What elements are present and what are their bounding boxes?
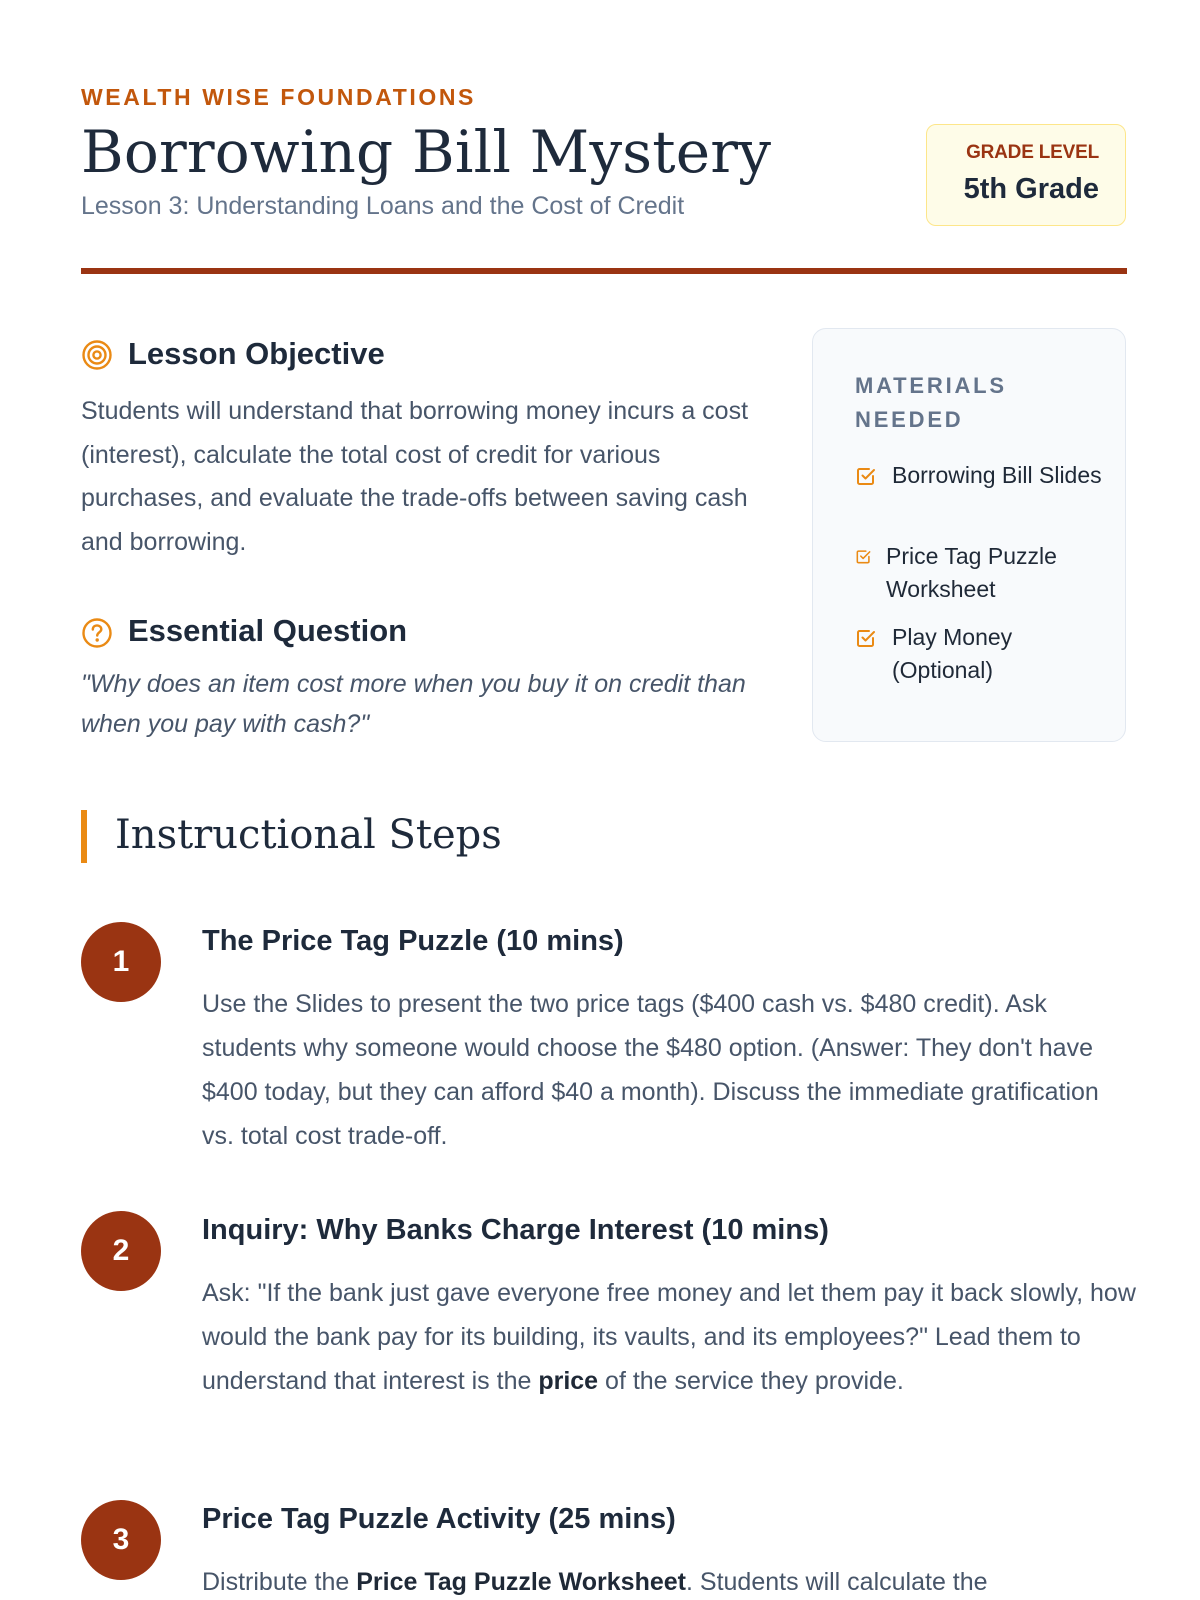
checkbox-icon <box>855 465 877 487</box>
grade-level-value: 5th Grade <box>963 173 1099 205</box>
material-item <box>855 540 1105 606</box>
step-title: The Price Tag Puzzle (10 mins) <box>202 925 624 957</box>
step-number-badge: 3 <box>81 1500 161 1580</box>
step-body-text: Ask: "If the bank just gave everyone free money and let them pay it back slowly, how would the bank pay for its building, its vaults, and its employees?" Lead them to understand that interest is the <box>202 1279 1136 1395</box>
question-text: "Why does an item cost more when you buy it on credit than when you pay with cash?" <box>81 670 746 738</box>
step-body: Use the Slides to present the two price tags ($400 cash vs. $480 credit). Ask students why someone would choose the $480 option. (Answer: They don't have $400 today, but they can afford $40 a month). Discuss the immediate gratification vs. total cost trade-off. <box>202 990 1099 1150</box>
section-accent-bar <box>81 810 87 863</box>
grade-level-label: GRADE LEVEL <box>966 142 1099 163</box>
step-body-text: Distribute the <box>202 1568 357 1596</box>
step-number-badge: 2 <box>81 1211 161 1291</box>
objective-text: Students will understand that borrowing money incurs a cost (interest), calculate the total cost of credit for various purchases, and evaluate the trade-offs between saving cash and borrowing. <box>81 397 749 556</box>
step-body-text: of the service they provide. <box>598 1367 904 1395</box>
material-item <box>855 459 1105 492</box>
objective-heading: Lesson Objective <box>128 336 385 371</box>
brand-label: WEALTH WISE FOUNDATIONS <box>81 84 476 110</box>
materials-panel <box>812 328 1126 742</box>
grade-level-badge <box>926 124 1126 226</box>
material-label: Price Tag Puzzle Worksheet <box>886 543 1057 602</box>
question-heading: Essential Question <box>128 613 408 648</box>
step-body-emphasis: price <box>538 1367 599 1395</box>
step-body-text: . Students will calculate the <box>686 1568 988 1596</box>
step-title: Price Tag Puzzle Activity (25 mins) <box>202 1503 676 1535</box>
checkbox-icon <box>855 627 877 649</box>
step-number-badge: 1 <box>81 922 161 1002</box>
steps-heading: Instructional Steps <box>115 812 502 858</box>
step-body <box>202 1560 1137 1600</box>
question-circle-icon <box>81 617 113 649</box>
material-label: Play Money (Optional) <box>892 624 1013 683</box>
step-body <box>202 1271 1137 1403</box>
header-divider <box>81 268 1127 274</box>
step-title: Inquiry: Why Banks Charge Interest (10 mins) <box>202 1214 829 1246</box>
material-item <box>855 621 1105 687</box>
checkbox-icon <box>855 548 872 565</box>
materials-title: MATERIALS NEEDED <box>855 373 1007 432</box>
material-label: Borrowing Bill Slides <box>892 462 1102 488</box>
target-icon <box>81 339 113 371</box>
step-body-emphasis: Price Tag Puzzle Worksheet <box>356 1568 686 1596</box>
page-subtitle: Lesson 3: Understanding Loans and the Cost of Credit <box>81 192 685 220</box>
page-title: Borrowing Bill Mystery <box>81 118 772 186</box>
